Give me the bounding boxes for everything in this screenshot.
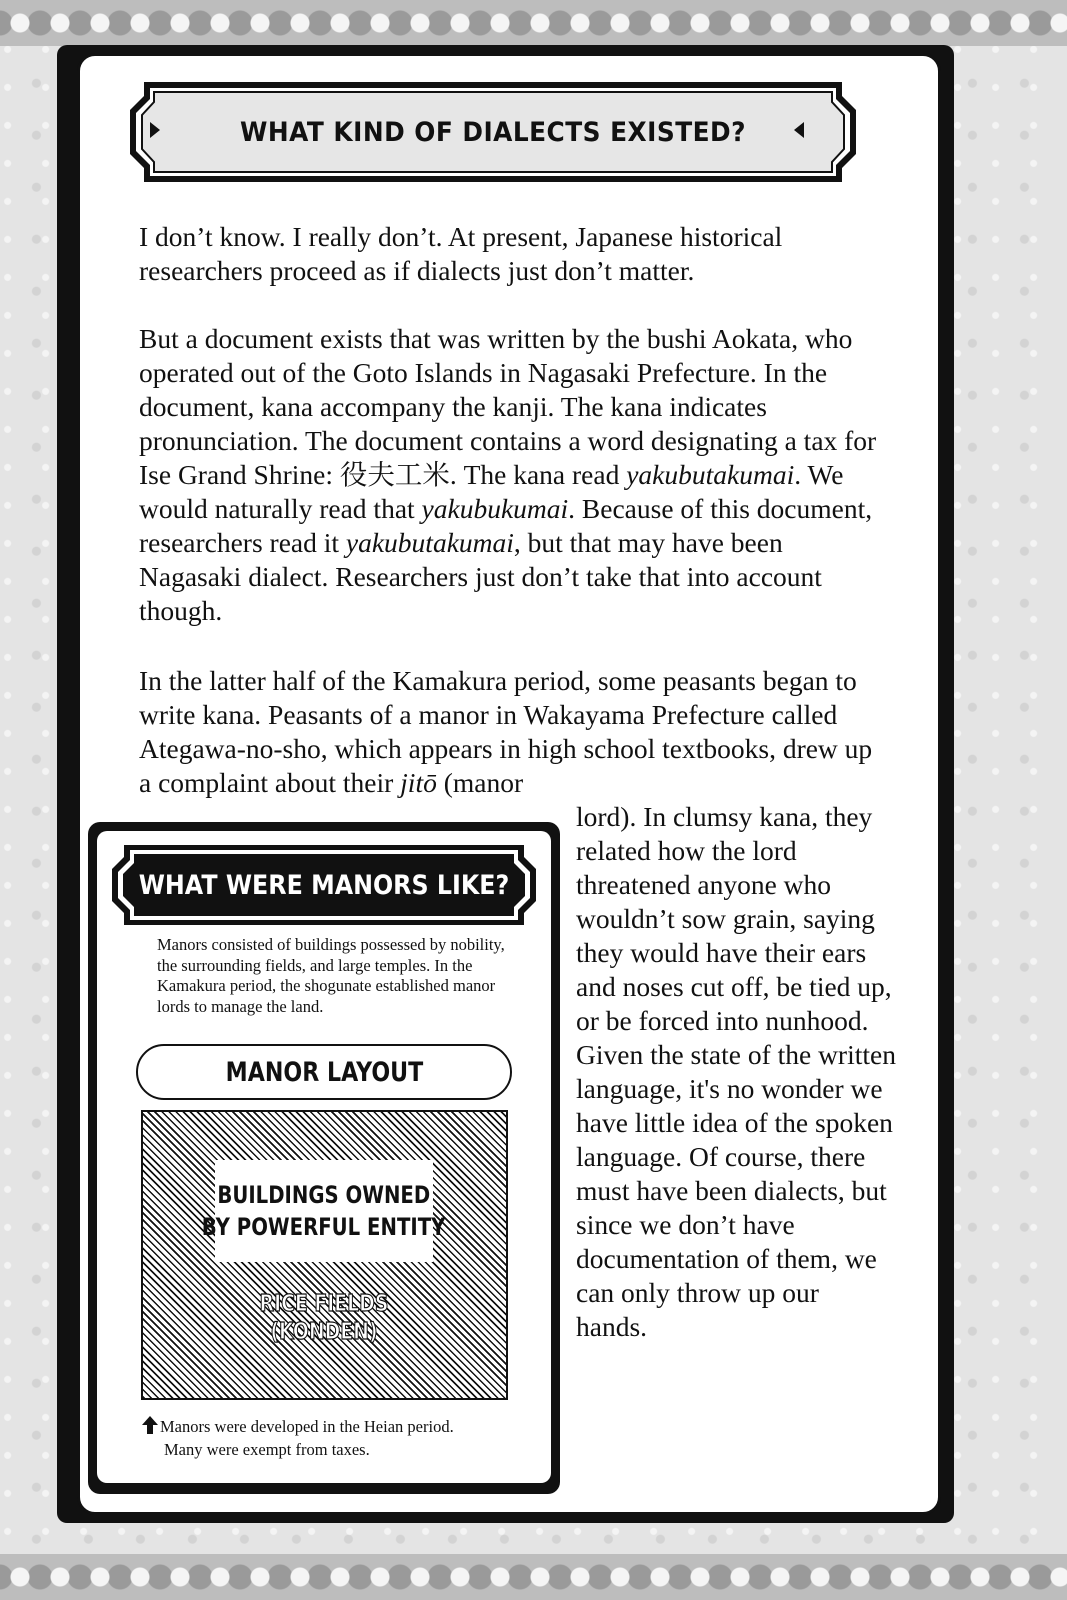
paragraph-3-continued: lord). In clumsy kana, they related how the lord threatened anyone who wouldn’t sow grain, saying they would have their ears and noses cut off, be tied up, or be forced into nunhood. Given the state of the written language, it's no wonder we have little idea of the spoken language. Of course, there must have been dialects, but since we don’t have documentation of them, we can only throw up our hands. bbox=[576, 801, 896, 1342]
term-yakubutakumai: yakubutakumai bbox=[626, 459, 795, 490]
manor-layout-heading bbox=[136, 1044, 512, 1100]
paragraph-2-text-a: But a document exists that was written by the bushi Aokata, who operated out of the Goto Islands in Nagasaki Prefecture. In the document, kana accompany the kanji. The kana indicates pronunciation. The document contains a word designating a tax for Ise Grand Shrine: 役夫工米. The kana read bbox=[139, 323, 877, 490]
rice-fields-label-line-2: (KONDEN) bbox=[270, 1319, 378, 1345]
paragraph-3 bbox=[139, 664, 879, 800]
term-yakubutakumai-2: yakubutakumai bbox=[345, 527, 514, 558]
section-title: WHAT KIND OF DIALECTS EXISTED? bbox=[240, 116, 746, 148]
paragraph-2-text-d: , but that may have been Nagasaki dialect. Researchers just don’t take that into account though. bbox=[139, 527, 822, 626]
decorative-wave-band-top bbox=[0, 0, 1067, 46]
caption-line-1: Manors were developed in the Heian period. bbox=[160, 1417, 454, 1436]
paragraph-2-text-c: . Because of this document, researchers read it bbox=[139, 493, 873, 558]
paragraph-1 bbox=[139, 220, 879, 288]
paragraph-1-text: I don’t know. I really don’t. At present, Japanese historical researchers proceed as if dialects just don’t matter. bbox=[139, 221, 783, 286]
buildings-label-line-1: BUILDINGS OWNED bbox=[217, 1181, 431, 1209]
rice-fields-label bbox=[220, 1290, 428, 1346]
manor-layout-title: MANOR LAYOUT bbox=[225, 1056, 423, 1088]
buildings-label-line-2: BY POWERFUL ENTITY bbox=[202, 1213, 446, 1241]
section-header-banner bbox=[130, 82, 856, 182]
term-yakubukumai: yakubukumai bbox=[421, 493, 569, 524]
paragraph-2-text-b: . We would naturally read that bbox=[139, 459, 844, 524]
diagram-caption bbox=[142, 1416, 522, 1460]
paragraph-3-text-b: (manor bbox=[436, 767, 524, 798]
caption-line-2: Many were exempt from taxes. bbox=[164, 1439, 370, 1459]
up-arrow-icon bbox=[142, 1416, 160, 1440]
sidebar-title: WHAT WERE MANORS LIKE? bbox=[138, 869, 510, 901]
paragraph-2 bbox=[139, 322, 879, 628]
term-jito: jitō bbox=[400, 767, 437, 798]
sidebar-description: Manors consisted of buildings possessed by nobility, the surrounding fields, and large temples. In the Kamakura period, the shogunate established manor lords to manage the land. bbox=[157, 935, 505, 1016]
buildings-label-box bbox=[202, 1160, 446, 1262]
paragraph-3-text-a: In the latter half of the Kamakura period, some peasants began to write kana. Peasants of a manor in Wakayama Prefecture called Ategawa-no-sho, which appears in high school textbooks, drew up a complaint about their bbox=[139, 665, 873, 798]
sidebar-header-banner bbox=[112, 845, 536, 925]
decorative-wave-band-bottom bbox=[0, 1554, 1067, 1600]
rice-fields-label-line-1: RICE FIELDS bbox=[259, 1291, 389, 1317]
